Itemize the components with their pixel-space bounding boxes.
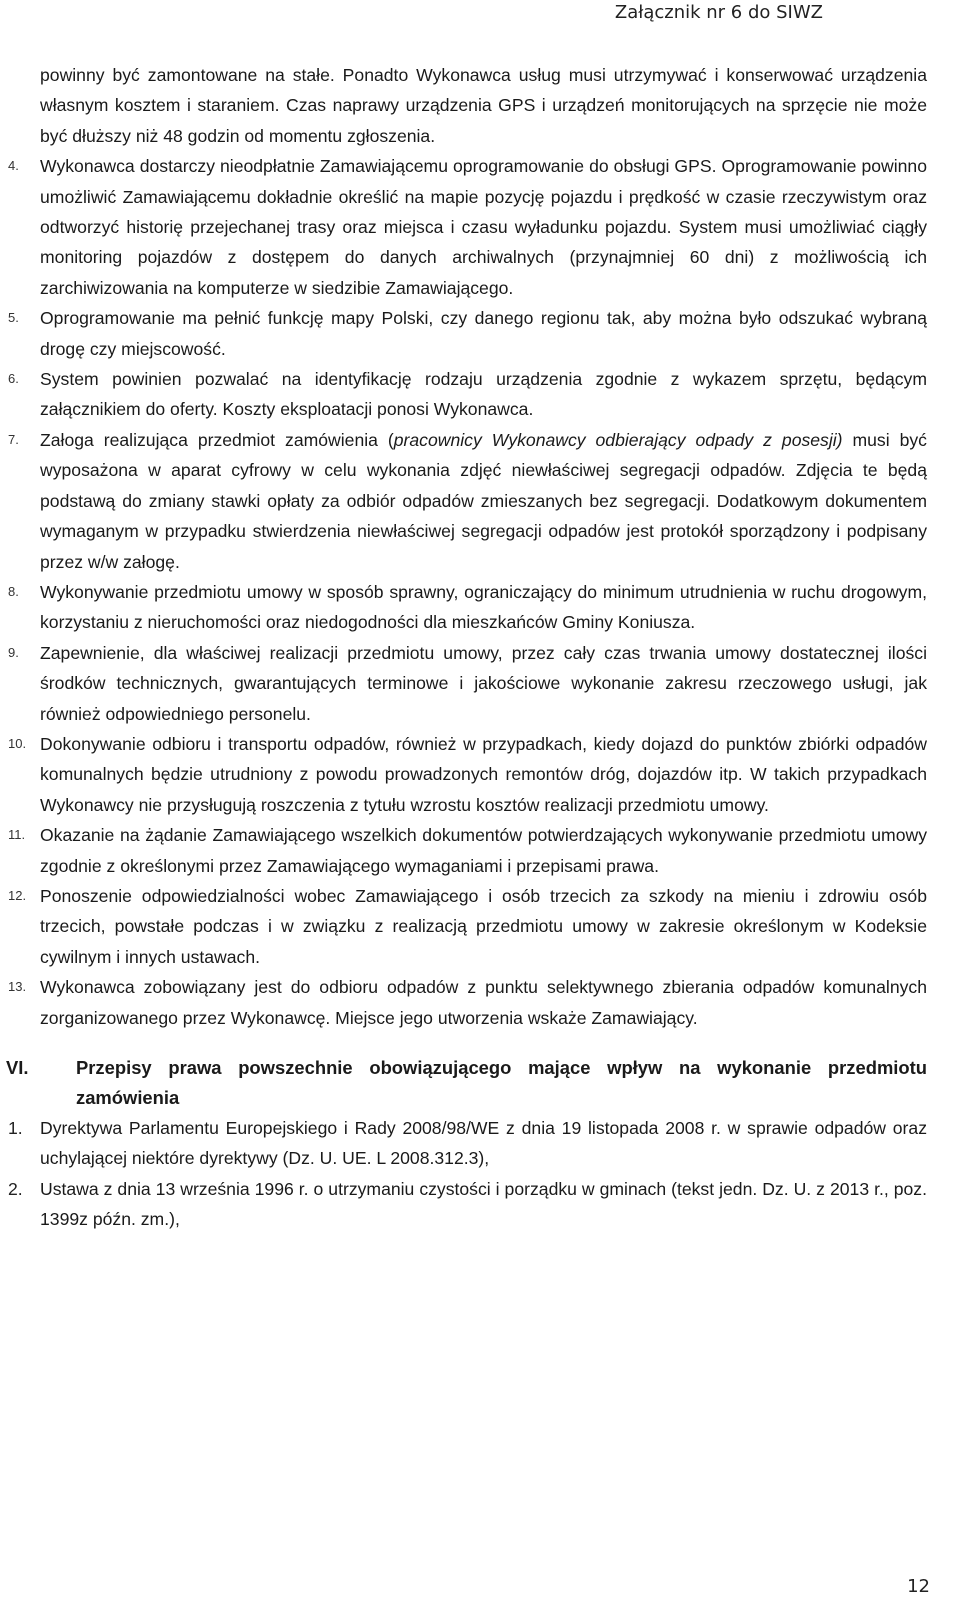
list-item-number: 7. (8, 431, 19, 447)
intro-paragraph: powinny być zamontowane na stałe. Ponadto Wykonawca usług musi utrzymywać i konserwować urządzenia własnym kosztem i staraniem. Czas naprawy urządzenia GPS i urządzeń monitorujących na sprzęcie nie może być dłuższy niż 48 godzin od momentu zgłoszenia. (40, 65, 927, 146)
list-item (8, 577, 927, 638)
law-item-text: Dyrektywa Parlamentu Europejskiego i Rady 2008/98/WE z dnia 19 listopada 2008 r. w sprawie odpadów oraz uchylającej niektóre dyrektywy (Dz. U. UE. L 2008.312.3), (40, 1118, 927, 1169)
list-item (8, 729, 927, 820)
law-item-text: Ustawa z dnia 13 września 1996 r. o utrzymaniu czystości i porządku w gminach (tekst jedn. Dz. U. z 2013 r., poz. 1399z późn. zm.), (40, 1178, 927, 1230)
list-item-number: 9. (8, 644, 19, 660)
list-item (8, 820, 927, 881)
law-item-number: 2. (8, 1178, 23, 1199)
list-item-text: Ponoszenie odpowiedzialności wobec Zamawiającego i osób trzecich za szkody na mieniu i zdrowiu osób trzecich, powstałe podczas i w związku z realizacją przedmiotu umowy w zakresie określonym w Kodeksie cywilnym i innych ustawach. (40, 885, 927, 967)
document-body (6, 60, 927, 1235)
list-item (8, 303, 927, 364)
section-title: Przepisy prawa powszechnie obowiązującego mające wpływ na wykonanie przedmiotu zamówienia (76, 1057, 927, 1108)
list-item-number: 5. (8, 310, 19, 326)
list-item-text: Zapewnienie, dla właściwej realizacji przedmiotu umowy, przez cały czas trwania umowy dostatecznej ilości środków technicznych, gwarantujących terminowe i jakościowe wykonanie zakresu rzeczowego usługi, jak również odpowiedniego personelu. (40, 642, 927, 724)
list-item-text: Wykonawca dostarczy nieodpłatnie Zamawiającemu oprogramowanie do obsługi GPS. Oprogramowanie powinno umożliwić Zamawiającemu dokładnie określić na mapie pozycję pojazdu i prędkość w czasie rzeczywistym oraz odtworzyć historię przejechanej trasy oraz miejsca i czasu wyładunku pojazdu. System musi umożliwiać ciągły monitoring pojazdów z dostępem do danych archiwalnych (przynajmniej 60 dni) z możliwością ich zarchiwizowania na komputerze w siedzibie Zamawiającego. (40, 156, 927, 298)
list-item-number: 12. (8, 887, 27, 903)
law-list-item (8, 1113, 927, 1174)
header-title: Załącznik nr 6 do SIWZ (614, 2, 823, 23)
law-item-number: 1. (8, 1118, 23, 1138)
list-item-number: 11. (8, 827, 26, 843)
list-item (8, 638, 927, 729)
list-item-text: Oprogramowanie ma pełnić funkcję mapy Polski, czy danego regionu tak, aby można było odszukać wybraną drogę czy miejscowość. (40, 308, 927, 359)
list-item-text: Dokonywanie odbioru i transportu odpadów, również w przypadkach, kiedy dojazd do punktów zbiórki odpadów komunalnych będzie utrudniony z powodu prowadzonych remontów dróg, dojazdów itp. W takich przypadkach Wykonawcy nie przysługują roszczenia z tytułu wzrostu kosztów realizacji przedmiotu umowy. (40, 733, 927, 815)
list-item-text: Wykonywanie przedmiotu umowy w sposób sprawny, ograniczający do minimum utrudnienia w ruchu drogowym, korzystaniu z nieruchomości oraz niedogodności dla mieszkańców Gminy Koniusza. (40, 581, 927, 633)
list-item-number: 10. (8, 735, 27, 751)
page-number: 12 (907, 1576, 930, 1597)
list-item-number: 8. (8, 583, 19, 599)
list-item-number: 4. (8, 158, 19, 174)
list-item (8, 151, 927, 303)
list-item (8, 972, 927, 1033)
list-item-text: Okazanie na żądanie Zamawiającego wszelkich dokumentów potwierdzających wykonywanie przedmiotu umowy zgodnie z określonymi przez Zamawiającego wymaganiami i przepisami prawa. (40, 825, 927, 876)
list-item-text (40, 425, 927, 577)
list-item-text-italic: pracownicy Wykonawcy odbierający odpady z posesji) (393, 429, 843, 450)
list-item-number: 13. (8, 979, 27, 995)
list-item-text-after: musi być wyposażona w aparat cyfrowy w celu wykonania zdjęć niewłaściwej segregacji odpadów. Zdjęcia te będą podstawą do zmiany stawki opłaty za odbiór odpadów zmieszanych bez segregacji. Dodatkowym dokumentem wymaganym w przypadku stwierdzenia niewłaściwej segregacji odpadów jest protokół sporządzony i podpisany przez w/w załogę. (40, 429, 927, 572)
list-item-text: System powinien pozwalać na identyfikację rodzaju urządzenia zgodnie z wykazem sprzętu, będącym załącznikiem do oferty. Koszty eksploatacji ponosi Wykonawca. (40, 369, 927, 420)
list-item-text-before: Załoga realizująca przedmiot zamówienia ( (40, 429, 394, 450)
law-list-item (8, 1174, 927, 1235)
list-item-text: Wykonawca zobowiązany jest do odbioru odpadów z punktu selektywnego zbierania odpadów komunalnych zorganizowanego przez Wykonawcę. Miejsce jego utworzenia wskaże Zamawiający. (40, 977, 927, 1028)
list-item (8, 425, 927, 577)
section-number: VI. (6, 1057, 29, 1078)
list-item (8, 364, 927, 425)
list-item (8, 881, 927, 972)
page-header (0, 0, 823, 26)
section-heading (6, 1053, 927, 1113)
list-item-number: 6. (8, 371, 19, 387)
